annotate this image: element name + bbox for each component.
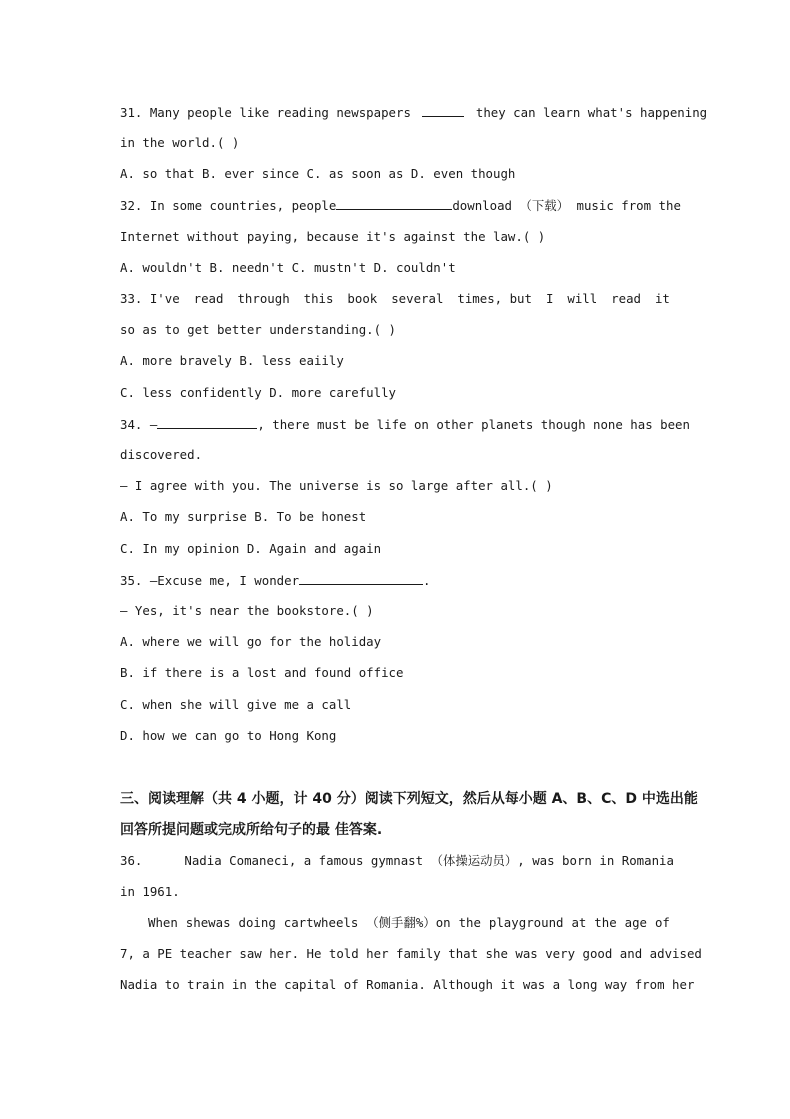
q32-stem-end: download （下载） music from the [452, 198, 681, 213]
passage36-word: age [624, 915, 648, 930]
q33-options-row2: C. less confidently D. more carefully [120, 385, 397, 400]
q33-word: I [545, 291, 554, 306]
passage36-word: cartwheels [283, 915, 359, 930]
passage36-line1 [120, 853, 674, 869]
q32-stem-line2: Internet without paying, because it's against the law.( ) [120, 229, 546, 244]
q33-word: times, but [457, 291, 532, 306]
q31-stem-line2: in the world.( ) [120, 135, 240, 150]
section3-heading-line1: 三、阅读理解（共 4 小题，计 40 分）阅读下列短文，然后从每小题 A、B、C、D 中选出能 [120, 791, 698, 807]
q34-blank [157, 416, 257, 429]
q33-word: several [391, 291, 444, 306]
q35-stem-start: 35. —Excuse me, I wonder [120, 573, 300, 588]
q31-stem-start: 31. Many people like reading newspapers [120, 105, 411, 120]
q33-word: 33. I've [120, 291, 180, 306]
passage36-number: 36. [120, 853, 143, 868]
passage36-word: at [571, 915, 587, 930]
q33-stem-line2: so as to get better understanding.( ) [120, 322, 397, 337]
q33-word: it [654, 291, 670, 306]
q34-options-row2: C. In my opinion D. Again and again [120, 541, 382, 556]
q31-options: A. so that B. ever since C. as soon as D. even though [120, 166, 516, 181]
q34-stem-line3: — I agree with you. The universe is so large after all.( ) [120, 478, 553, 493]
q33-word: this [303, 291, 334, 306]
q35-option-a: A. where we will go for the holiday [120, 634, 382, 649]
q34-stem-line2: discovered. [120, 447, 203, 462]
q33-word: will [567, 291, 598, 306]
passage36-word: shewas [185, 915, 231, 930]
passage36-word: doing [238, 915, 276, 930]
q34-stem-end: , there must be life on other planets though none has been [257, 417, 690, 432]
q35-option-d: D. how we can go to Hong Kong [120, 728, 337, 743]
passage36-para2-line1 [120, 915, 670, 931]
passage36-word: of [654, 915, 670, 930]
q34-stem-start: 34. — [120, 417, 158, 432]
q32-stem-start: 32. In some countries, people [120, 198, 337, 213]
q35-stem-end: . [423, 573, 431, 588]
passage36-word: playground [488, 915, 564, 930]
q31-blank [422, 104, 464, 117]
passage36-line2: in 1961. [120, 884, 180, 899]
q33-word: through [237, 291, 290, 306]
q32-stem-line1 [120, 197, 681, 214]
q35-option-b: B. if there is a lost and found office [120, 665, 404, 680]
q35-blank [299, 572, 423, 585]
q33-word: read [193, 291, 224, 306]
q35-stem-line1 [120, 572, 670, 589]
q35-option-c: C. when she will give me a call [120, 697, 352, 712]
passage36-line4: 7, a PE teacher saw her. He told her family that she was very good and advised [120, 946, 702, 961]
q31-stem-end: they can learn what's happening [475, 105, 708, 120]
q35-stem-line2: — Yes, it's near the bookstore.( ) [120, 603, 374, 618]
q33-word: book [347, 291, 378, 306]
q34-options-row1: A. To my surprise B. To be honest [120, 509, 367, 524]
q34-stem-line1 [120, 416, 690, 433]
passage36-word: the [594, 915, 617, 930]
q32-blank [336, 197, 452, 210]
q33-stem-line1 [120, 291, 670, 307]
passage36-line5: Nadia to train in the capital of Romania. Although it was a long way from her [120, 977, 695, 992]
q33-options-row1: A. more bravely B. less eaiily [120, 353, 344, 368]
passage36-text: Nadia Comaneci, a famous gymnast （体操运动员）, was born in Romania [184, 853, 674, 868]
passage36-word: the [458, 915, 481, 930]
passage36-word: When [148, 915, 178, 930]
passage36-word: （侧手翻%）on [366, 915, 451, 930]
q31-stem-line1 [120, 104, 708, 121]
section3-heading-line2: 回答所提问题或完成所给句子的最 佳答案. [120, 822, 383, 838]
q33-word: read [611, 291, 641, 306]
q32-options: A. wouldn't B. needn't C. mustn't D. couldn't [120, 260, 456, 275]
